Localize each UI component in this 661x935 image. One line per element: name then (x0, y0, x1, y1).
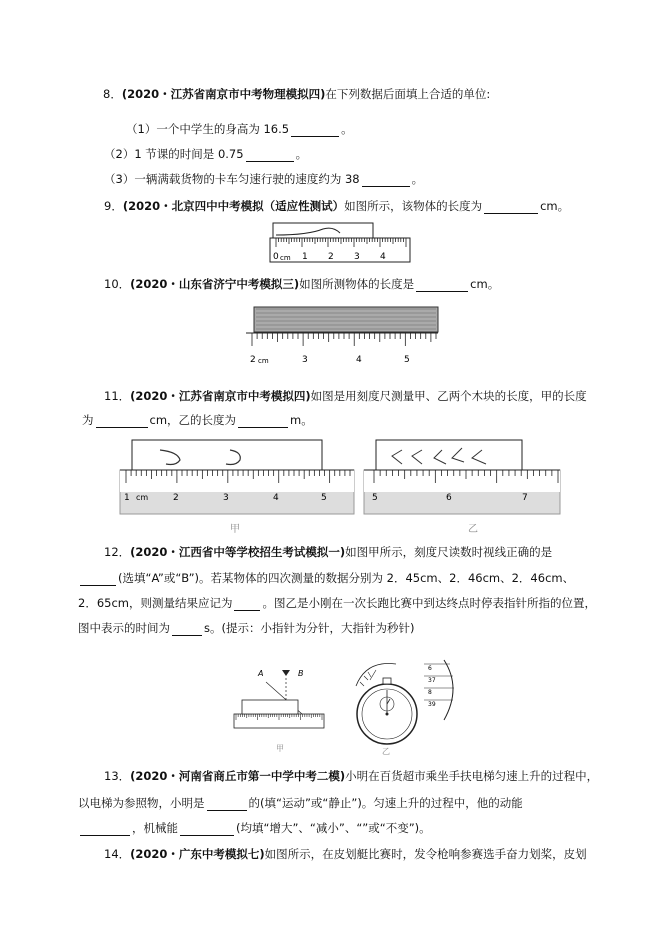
svg-text:5: 5 (372, 493, 378, 503)
ruler-figure-q11-yi (362, 438, 562, 538)
stopwatch-crown (383, 678, 391, 684)
wood-block-jia (132, 440, 322, 470)
q14-line1: 14．(2020・广东中考模拟七)如图所示，在皮划艇比赛时，发令枪响参赛选手奋力划桨，皮划 (104, 847, 587, 861)
q8-item1: （1）一个中学生的身高为 16.5 。 (126, 122, 353, 136)
q12-line3: 2．65cm，则测量结果应记为 。图乙是小刚在一次长跑比赛中到达终点时停表指针所指的位置， (78, 596, 596, 610)
svg-text:cm: cm (280, 254, 291, 262)
svg-text:2: 2 (250, 355, 256, 365)
q12-line4: 图中表示的时间为 s。(提示：小指针为分针，大指针为秒针) (78, 621, 415, 635)
svg-text:1: 1 (302, 252, 308, 262)
answer-blank[interactable] (238, 415, 288, 428)
ruler (270, 238, 410, 262)
svg-text:1: 1 (124, 493, 130, 503)
ruler-figure-q9 (268, 221, 413, 265)
answer-blank[interactable] (207, 798, 247, 811)
measured-object (273, 223, 373, 238)
svg-text:A: A (258, 669, 264, 678)
svg-text:4: 4 (273, 493, 279, 503)
caption-yi: 乙 (468, 524, 478, 535)
question-number: 8． (103, 87, 122, 101)
wood-block-yi (376, 440, 522, 470)
q12-line2: (选填“A”或“B”)。若某物体的四次测量的数据分别为 2．45cm、2．46cm、2．46cm、 (78, 570, 574, 586)
q11-line1: 11．(2020・江苏省南京市中考模拟四)如图是用刻度尺测量甲、乙两个木块的长度，甲的长度 (104, 389, 587, 403)
question-source: (2020・广东中考模拟七) (130, 847, 265, 861)
question-source: (2020・江苏省南京市中考模拟四) (130, 389, 311, 403)
caption-jia: 甲 (230, 524, 240, 535)
q8-item2: （2）1 节课的时间是 0.75 。 (104, 147, 308, 161)
q13-line3: ，机械能 (均填“增大”、“减小”、“”或“不变”)。 (78, 820, 431, 836)
q9-line1: 9．(2020・北京四中中考模拟（适应性测试）如图所示，该物体的长度为 cm。 (104, 199, 570, 213)
svg-text:0: 0 (273, 252, 279, 262)
svg-text:4: 4 (380, 252, 386, 262)
answer-blank[interactable] (180, 823, 234, 836)
answer-blank[interactable] (416, 279, 468, 292)
q8-line1 (103, 86, 490, 102)
question-source: (2020・江苏省南京市中考物理模拟四) (121, 87, 326, 101)
q8-item3: （3）一辆满载货物的卡车匀速行驶的速度约为 38 。 (104, 172, 424, 186)
svg-text:2: 2 (173, 493, 179, 503)
svg-text:7: 7 (522, 493, 528, 503)
svg-text:B: B (298, 669, 304, 678)
svg-text:5: 5 (404, 355, 410, 365)
answer-blank[interactable] (362, 174, 410, 187)
answer-blank[interactable] (80, 573, 116, 586)
q12-line1: 12．(2020・江西省中等学校招生考试模拟一)如图甲所示，刻度尺读数时视线正确的是 (104, 545, 553, 559)
svg-text:乙: 乙 (382, 747, 390, 756)
svg-text:37: 37 (428, 677, 436, 684)
question-source: (2020・山东省济宁中考模拟三) (130, 277, 300, 291)
svg-text:3: 3 (354, 252, 360, 262)
svg-text:6: 6 (428, 665, 432, 672)
figure-q12-jia (232, 664, 328, 754)
question-source: (2020・河南省商丘市第一中学中考二模) (130, 769, 346, 783)
question-stem: 在下列数据后面填上合适的单位: (325, 87, 491, 101)
answer-blank[interactable] (80, 823, 130, 836)
q10-line1: 10．(2020・山东省济宁中考模拟三)如图所测物体的长度是 cm。 (104, 277, 500, 291)
q13-line2: 以电梯为参照物，小明是 的(填“运动”或“静止”)。匀速上升的过程中，他的动能 (78, 796, 523, 810)
q13-line1: 13．(2020・河南省商丘市第一中学中考二模)小明在百货超市乘坐手扶电梯匀速上升的过程中， (104, 769, 599, 783)
answer-blank[interactable] (484, 201, 538, 214)
svg-text:2: 2 (328, 252, 334, 262)
answer-blank[interactable] (234, 598, 260, 611)
answer-blank[interactable] (172, 623, 202, 636)
ruler-figure-q10 (244, 305, 440, 367)
ruler-figure-q11-jia (118, 438, 358, 538)
svg-text:cm: cm (258, 357, 269, 365)
answer-blank[interactable] (246, 149, 294, 162)
svg-text:3: 3 (223, 493, 229, 503)
measured-object (254, 307, 438, 332)
svg-text:3: 3 (302, 355, 308, 365)
svg-text:6: 6 (446, 493, 452, 503)
svg-text:8: 8 (428, 689, 432, 696)
stopwatch-zoom (422, 658, 462, 722)
svg-text:39: 39 (428, 701, 436, 708)
svg-text:5: 5 (321, 493, 327, 503)
svg-text:甲: 甲 (276, 744, 284, 753)
svg-text:4: 4 (356, 355, 362, 365)
question-source: (2020・江西省中等学校招生考试模拟一) (130, 545, 346, 559)
svg-text:cm: cm (136, 493, 149, 502)
measured-object (242, 700, 298, 714)
question-source: (2020・北京四中中考模拟（适应性测试） (122, 199, 345, 213)
q11-line2: 为 cm，乙的长度为 m。 (82, 413, 313, 427)
answer-blank[interactable] (96, 415, 148, 428)
answer-blank[interactable] (291, 124, 339, 137)
